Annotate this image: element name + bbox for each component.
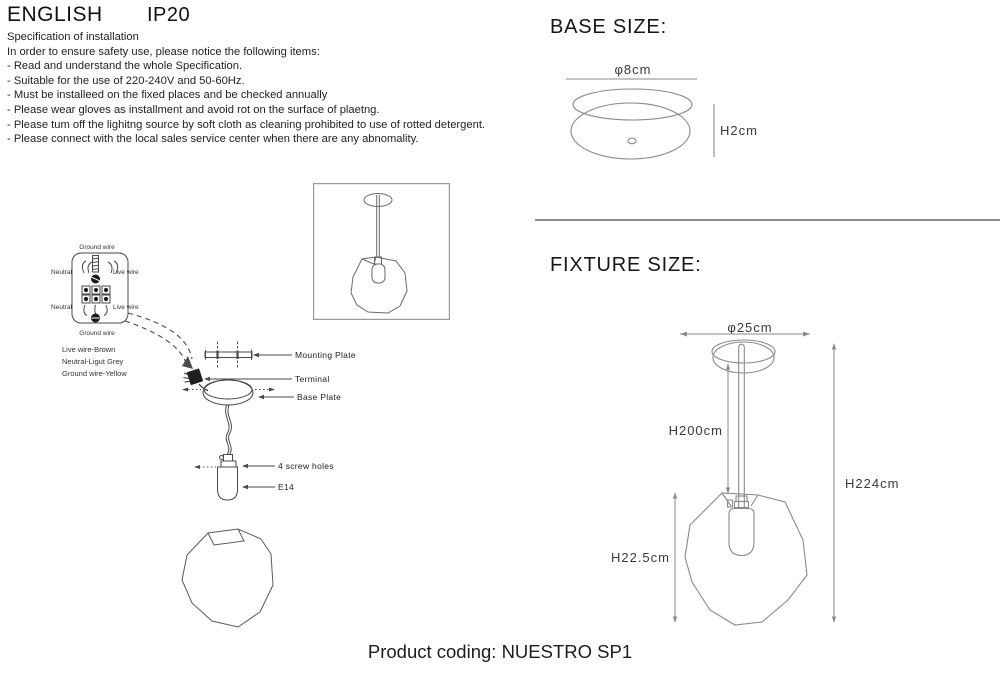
- socket-e14-label: E14: [278, 482, 295, 492]
- spec-item: - Please tum off the lighitng source by soft cloth as cleaning prohibited to use of rotted detergent.: [7, 118, 486, 131]
- spec-intro: In order to ensure safety use, please notice the following items:: [7, 45, 320, 58]
- terminal-block-drawing: [72, 253, 128, 323]
- fixture-size-drawing: [600, 310, 910, 640]
- base-dimension-lines: [566, 79, 714, 157]
- glass-shade-drawing: [182, 529, 273, 627]
- pendant-overview-drawing: [313, 183, 450, 320]
- live-wire-bottom-label: Live wire: [113, 304, 139, 311]
- ip-rating-label: IP20: [147, 4, 191, 26]
- base-plate-shape: [571, 89, 692, 159]
- section-divider: [535, 219, 1000, 221]
- overview-lamp: [351, 194, 407, 314]
- mounting-plate-label: Mounting Plate: [295, 350, 356, 360]
- spec-title: Specification of installation: [7, 31, 139, 43]
- base-plate-drawing: [182, 380, 275, 405]
- mounting-plate-drawing: [205, 342, 252, 369]
- base-size-drawing: [560, 55, 770, 170]
- fixture-size-title: FIXTURE SIZE:: [550, 254, 702, 276]
- fixture-dimension-lines: [673, 332, 836, 624]
- spec-item: - Must be installeed on the fixed places and be checked annually: [7, 89, 328, 102]
- screw-holes-label: 4 screw holes: [278, 461, 334, 471]
- legend-live-wire: Live wire-Brown: [62, 345, 116, 354]
- language-label: ENGLISH: [7, 3, 103, 26]
- overview-frame: [314, 184, 450, 320]
- spec-item: - Please connect with the local sales service center when there are any abnomality.: [7, 133, 419, 146]
- legend-neutral: Neutral-Ligut Grey: [62, 357, 124, 366]
- legend-ground-wire: Ground wire-Yellow: [62, 369, 127, 378]
- base-plate-label: Base Plate: [297, 392, 342, 402]
- ground-wire-top-label: Ground wire: [79, 244, 115, 251]
- neutral-bottom-label: Neutral: [51, 304, 72, 311]
- fixture-lamp-shape: [685, 340, 807, 625]
- base-size-title: BASE SIZE:: [550, 16, 667, 38]
- live-wire-top-label: Live wire: [113, 269, 139, 276]
- fixture-total-height-label: H224cm: [845, 476, 900, 491]
- ground-wire-bottom-label: Ground wire: [79, 330, 115, 337]
- installation-diagram: [180, 340, 375, 635]
- terminal-label: Terminal: [295, 374, 330, 384]
- base-diameter-label: φ8cm: [614, 62, 652, 77]
- spec-item: - Read and understand the whole Specification.: [7, 60, 243, 73]
- cord-socket-drawing: [194, 405, 238, 501]
- fixture-diameter-label: φ25cm: [727, 320, 773, 335]
- base-height-label: H2cm: [720, 123, 758, 138]
- specification-block: [7, 30, 485, 147]
- spec-item: - Please wear gloves as installment and avoid rot on the surface of plaetng.: [7, 103, 380, 116]
- spec-item: - Suitable for the use of 220-240V and 50-60Hz.: [7, 74, 245, 87]
- neutral-top-label: Neutral: [51, 269, 72, 276]
- fixture-shade-height-label: H22.5cm: [610, 550, 670, 565]
- product-coding: Product coding: NUESTRO SP1: [367, 641, 633, 662]
- fixture-rod-height-label: H200cm: [668, 423, 723, 438]
